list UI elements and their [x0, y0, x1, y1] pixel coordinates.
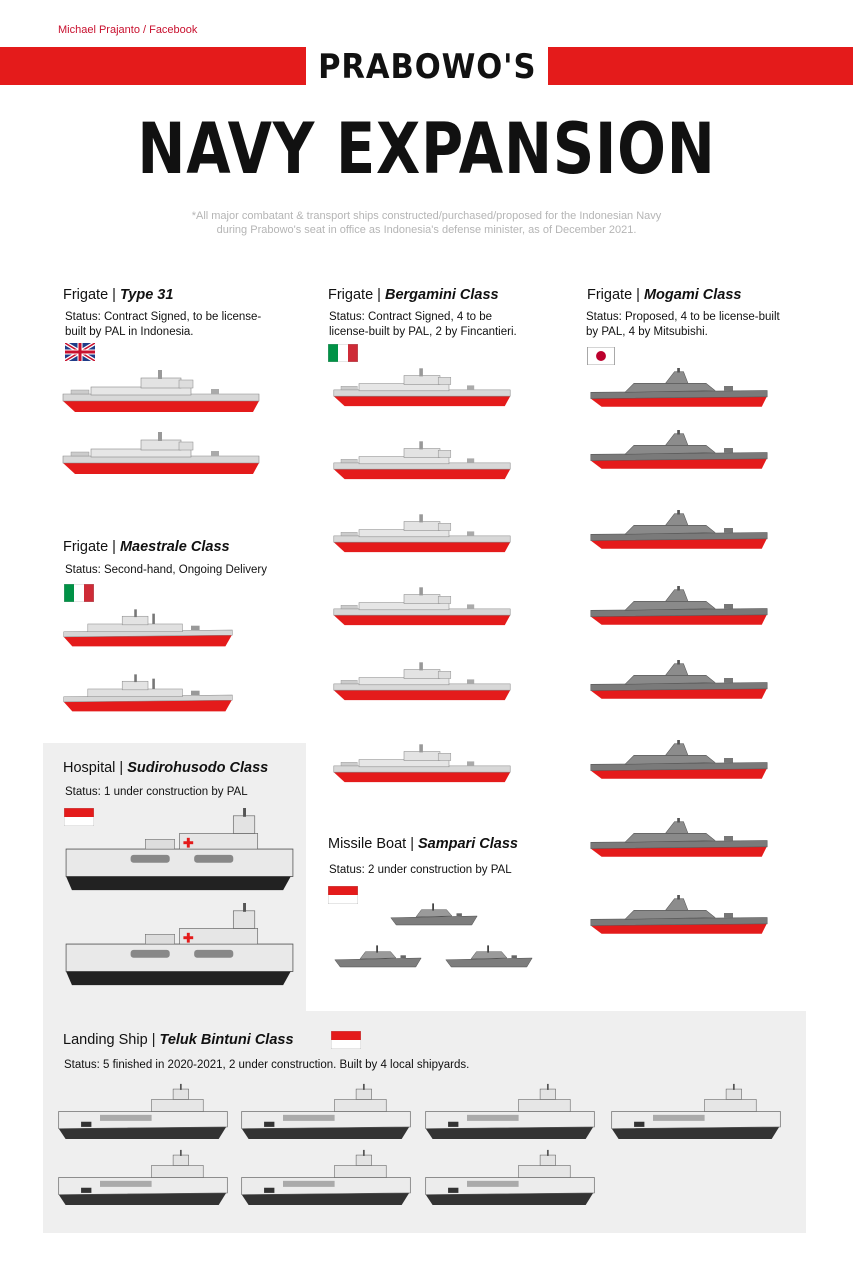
hospital-ship	[62, 808, 297, 896]
bergamini-heading	[328, 287, 499, 303]
bergamini-sep: |	[373, 287, 385, 303]
missile-boat	[389, 902, 479, 930]
sudirohusodo-class: Sudirohusodo Class	[127, 760, 269, 776]
mogami-ship	[584, 895, 774, 940]
type31-sep: |	[108, 287, 120, 303]
maestrale-ship	[62, 605, 234, 655]
maestrale-type: Frigate	[63, 539, 109, 555]
subtitle-line-1: *All major combatant & transport ships constructed/purchased/proposed for the Indonesian Navy	[191, 210, 662, 222]
bergamini-status-line2: license-built by PAL, 2 by Fincantieri.	[329, 326, 517, 338]
mogami-ship	[584, 586, 774, 631]
telukbintuni-class: Teluk Bintuni Class	[159, 1032, 294, 1048]
landing-ship	[57, 1082, 229, 1146]
landing-ship	[610, 1082, 782, 1146]
missile-boat	[333, 944, 423, 972]
landing-ship	[424, 1148, 596, 1212]
sudirohusodo-status	[65, 785, 248, 800]
maestrale-ship	[62, 670, 234, 720]
mogami-ship	[584, 740, 774, 785]
bergamini-ship	[332, 437, 512, 487]
landing-ship	[240, 1082, 412, 1146]
telukbintuni-heading	[63, 1032, 294, 1048]
maestrale-heading	[63, 539, 230, 555]
type31-ship	[60, 430, 262, 480]
landing-ship	[424, 1082, 596, 1146]
sudirohusodo-sep: |	[115, 760, 128, 776]
japan-flag-icon	[586, 347, 616, 365]
landing-ship	[57, 1148, 229, 1212]
bergamini-type: Frigate	[328, 287, 374, 303]
sudirohusodo-type: Hospital	[63, 760, 116, 776]
sampari-status	[329, 863, 512, 878]
type31-status-line2: built by PAL in Indonesia.	[65, 326, 194, 338]
mogami-ship	[584, 510, 774, 555]
page-title: NAVY EXPANSION	[137, 108, 716, 190]
maestrale-status-line1: Status: Second-hand, Ongoing Delivery	[65, 564, 268, 576]
bergamini-ship	[332, 583, 512, 633]
type31-status	[65, 310, 261, 340]
mogami-heading	[587, 287, 741, 303]
indonesia-flag-icon	[328, 886, 358, 904]
bergamini-status-line1: Status: Contract Signed, 4 to be	[329, 311, 493, 323]
sudirohusodo-status-line1: Status: 1 under construction by PAL	[65, 786, 248, 798]
bergamini-class: Bergamini Class	[384, 287, 499, 303]
mogami-status-line1: Status: Proposed, 4 to be license-built	[586, 311, 780, 323]
sampari-type: Missile Boat	[328, 836, 407, 852]
header-bar-right	[548, 47, 853, 85]
hospital-ship	[62, 903, 297, 991]
type31-class: Type 31	[119, 287, 174, 303]
mogami-ship	[584, 368, 774, 413]
bergamini-ship	[332, 658, 512, 708]
type31-status-line1: Status: Contract Signed, to be license-	[65, 311, 262, 323]
type31-heading	[63, 287, 173, 303]
maestrale-status	[65, 563, 267, 578]
sampari-heading	[328, 836, 518, 852]
subtitle-line-2: during Prabowo's seat in office as Indonesia's defense minister, as of December 2021.	[216, 224, 637, 236]
bergamini-ship	[332, 364, 512, 414]
telukbintuni-status	[64, 1058, 469, 1073]
sampari-sep: |	[406, 836, 418, 852]
mogami-status-line2: by PAL, 4 by Mitsubishi.	[586, 326, 708, 338]
mogami-sep: |	[632, 287, 644, 303]
telukbintuni-status-line1: Status: 5 finished in 2020-2021, 2 under construction. Built by 4 local shipyards.	[64, 1059, 470, 1071]
sampari-status-line1: Status: 2 under construction by PAL	[329, 864, 512, 876]
bergamini-ship	[332, 740, 512, 790]
title-line-1: PRABOWO'S	[318, 47, 537, 87]
landing-ship	[240, 1148, 412, 1212]
type31-ship	[60, 368, 262, 418]
mogami-ship	[584, 430, 774, 475]
mogami-class: Mogami Class	[643, 287, 742, 303]
mogami-status	[586, 310, 780, 340]
sudirohusodo-heading	[63, 760, 268, 776]
subtitle	[100, 209, 753, 237]
mogami-ship	[584, 660, 774, 705]
maestrale-class: Maestrale Class	[119, 539, 230, 555]
bergamini-status	[329, 310, 517, 340]
header-bar-left	[0, 47, 306, 85]
mogami-type: Frigate	[587, 287, 633, 303]
type31-type: Frigate	[63, 287, 109, 303]
indonesia-flag-icon	[331, 1031, 361, 1049]
missile-boat	[444, 944, 534, 972]
bergamini-ship	[332, 510, 512, 560]
mogami-ship	[584, 818, 774, 863]
uk-flag-icon	[65, 343, 95, 361]
sampari-class: Sampari Class	[418, 836, 518, 852]
credit-text: Michael Prajanto / Facebook	[58, 24, 198, 36]
italy-flag-icon	[64, 584, 94, 602]
maestrale-sep: |	[108, 539, 120, 555]
italy-flag-icon	[328, 344, 358, 362]
telukbintuni-type: Landing Ship	[63, 1032, 148, 1048]
telukbintuni-sep: |	[147, 1032, 160, 1048]
